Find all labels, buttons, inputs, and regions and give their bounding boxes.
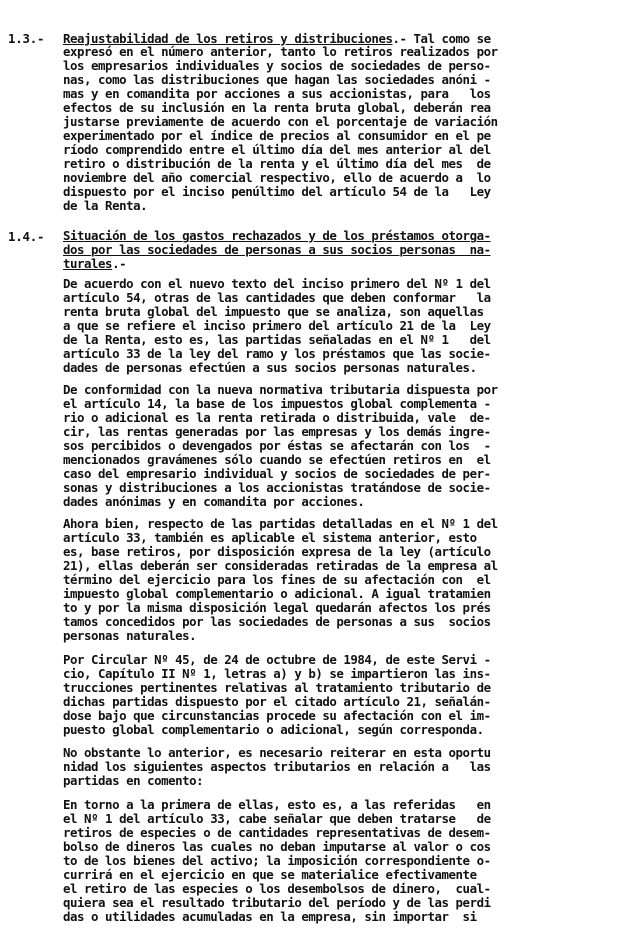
- text-line: Por Circular Nº 45, de 24 de octubre de 1984, de este Servi -: [63, 652, 491, 667]
- text-line: de la Renta.: [63, 198, 148, 213]
- text-line: currirá en el ejercicio en que se materialice efectivamente: [63, 867, 477, 882]
- text-line: justarse previamente de acuerdo con el porcentaje de variación: [63, 114, 498, 129]
- text-line: nas, como las distribuciones que hagan las sociedades anóni -: [63, 72, 491, 87]
- text-line: artículo 33, también es aplicable el sistema anterior, esto: [63, 530, 477, 545]
- text-line: noviembre del año comercial respectivo, ello de acuerdo a lo: [63, 170, 491, 185]
- text-line: das o utilidades acumuladas en la empresa, sin importar si: [63, 909, 477, 924]
- text-line: rio o adicional es la renta retirada o distribuida, vale de-: [63, 410, 491, 425]
- text-line: el artículo 14, la base de los impuestos global complementa -: [63, 396, 491, 411]
- section-title-suffix: .-: [112, 256, 127, 271]
- text-line: quiera sea el resultado tributario del período y de las perdi: [63, 895, 491, 910]
- text-line: bolso de dineros las cuales no deban imputarse al valor o cos: [63, 839, 491, 854]
- text-line: impuesto global complementario o adicional. A igual tratamien: [63, 586, 491, 601]
- text-line: término del ejercicio para los fines de su afectación con el: [63, 572, 491, 587]
- text-line: expresó en el número anterior, tanto lo retiros realizados por: [63, 44, 498, 59]
- text-line: renta bruta global del impuesto que se analiza, son aquellas: [63, 304, 484, 319]
- text-line: trucciones pertinentes relativas al tratamiento tributario de: [63, 680, 491, 695]
- text-line: dades de personas efectúen a sus socios personas naturales.: [63, 360, 477, 375]
- text-line: retiros de especies o de cantidades representativas de desem-: [63, 825, 491, 840]
- text-line: ríodo comprendido entre el último día del mes anterior al del: [63, 142, 491, 157]
- text-line: to y por la misma disposición legal quedarán afectos los prés: [63, 600, 491, 615]
- text-line: dose bajo que circunstancias procede su afectación con el im-: [63, 708, 491, 723]
- text-line: En torno a la primera de ellas, esto es, a las referidas en: [63, 797, 491, 812]
- text-line: sos percibidos o devengados por éstas se afectarán con los -: [63, 438, 491, 453]
- text-line: el retiro de las especies o los desembolsos de dinero, cual-: [63, 881, 491, 896]
- text-line: retiro o distribución de la renta y el último día del mes de: [63, 156, 491, 171]
- text-line: Ahora bien, respecto de las partidas detalladas en el Nº 1 del: [63, 516, 498, 531]
- section-number: 1.3.-: [8, 31, 45, 46]
- section-title-line: dos por las sociedades de personas a sus socios personas na-: [63, 242, 491, 257]
- text-line: partidas en comento:: [63, 773, 204, 788]
- text-line: mas y en comandita por acciones a sus accionistas, para los: [63, 86, 491, 101]
- text-line: nidad los siguientes aspectos tributarios en relación a las: [63, 759, 491, 774]
- section-title-line: turales: [63, 256, 113, 271]
- text-line: el Nº 1 del artículo 33, cabe señalar que deben tratarse de: [63, 811, 491, 826]
- text-line: cio, Capítulo II Nº 1, letras a) y b) se impartieron las ins-: [63, 666, 491, 681]
- text-line: 21), ellas deberán ser consideradas retiradas de la empresa al: [63, 558, 498, 573]
- text-line: tamos concedidos por las sociedades de personas a sus socios: [63, 614, 491, 629]
- text-line: No obstante lo anterior, es necesario reiterar en esta oportu: [63, 745, 491, 760]
- section-number: 1.4.-: [8, 229, 45, 244]
- text-line: los empresarios individuales y socios de sociedades de perso-: [63, 58, 491, 73]
- section-title-line: Situación de los gastos rechazados y de los préstamos otorga-: [63, 228, 491, 243]
- text-line: mencionados gravámenes sólo cuando se efectúen retiros en el: [63, 452, 491, 467]
- text-line: efectos de su inclusión en la renta bruta global, deberán rea: [63, 100, 491, 115]
- text-line: es, base retiros, por disposición expresa de la ley (artículo: [63, 544, 491, 559]
- text-line: to de los bienes del activo; la imposición correspondiente o-: [63, 853, 491, 868]
- text-line: De acuerdo con el nuevo texto del inciso primero del Nº 1 del: [63, 276, 491, 291]
- text-line: cir, las rentas generadas por las empresas y los demás ingre-: [63, 424, 491, 439]
- text-line: dades anónimas y en comandita por acciones.: [63, 494, 365, 509]
- text-line: De conformidad con la nueva normativa tributaria dispuesta por: [63, 382, 498, 397]
- text-line: personas naturales.: [63, 628, 197, 643]
- text-line: a que se refiere el inciso primero del artículo 21 de la Ley: [63, 318, 491, 333]
- text-line: caso del empresario individual y socios de sociedades de per-: [63, 466, 491, 481]
- text-line: dispuesto por el inciso penúltimo del artículo 54 de la Ley: [63, 184, 491, 199]
- text-line: experimentado por el índice de precios al consumidor en el pe: [63, 128, 491, 143]
- text-line: dichas partidas dispuesto por el citado artículo 21, señalán-: [63, 694, 491, 709]
- section-title: Reajustabilidad de los retiros y distribuciones: [63, 31, 393, 46]
- text-line: artículo 54, otras de las cantidades que deben conformar la: [63, 290, 491, 305]
- text-line: de la Renta, esto es, las partidas señaladas en el Nº 1 del: [63, 332, 491, 347]
- text-line: sonas y distribuciones a los accionistas tratándose de socie-: [63, 480, 491, 495]
- text-line: puesto global complementario o adicional, según corresponda.: [63, 722, 484, 737]
- section-title-suffix: .- Tal como se: [392, 31, 491, 46]
- text-line: artículo 33 de la ley del ramo y los préstamos que las socie-: [63, 346, 491, 361]
